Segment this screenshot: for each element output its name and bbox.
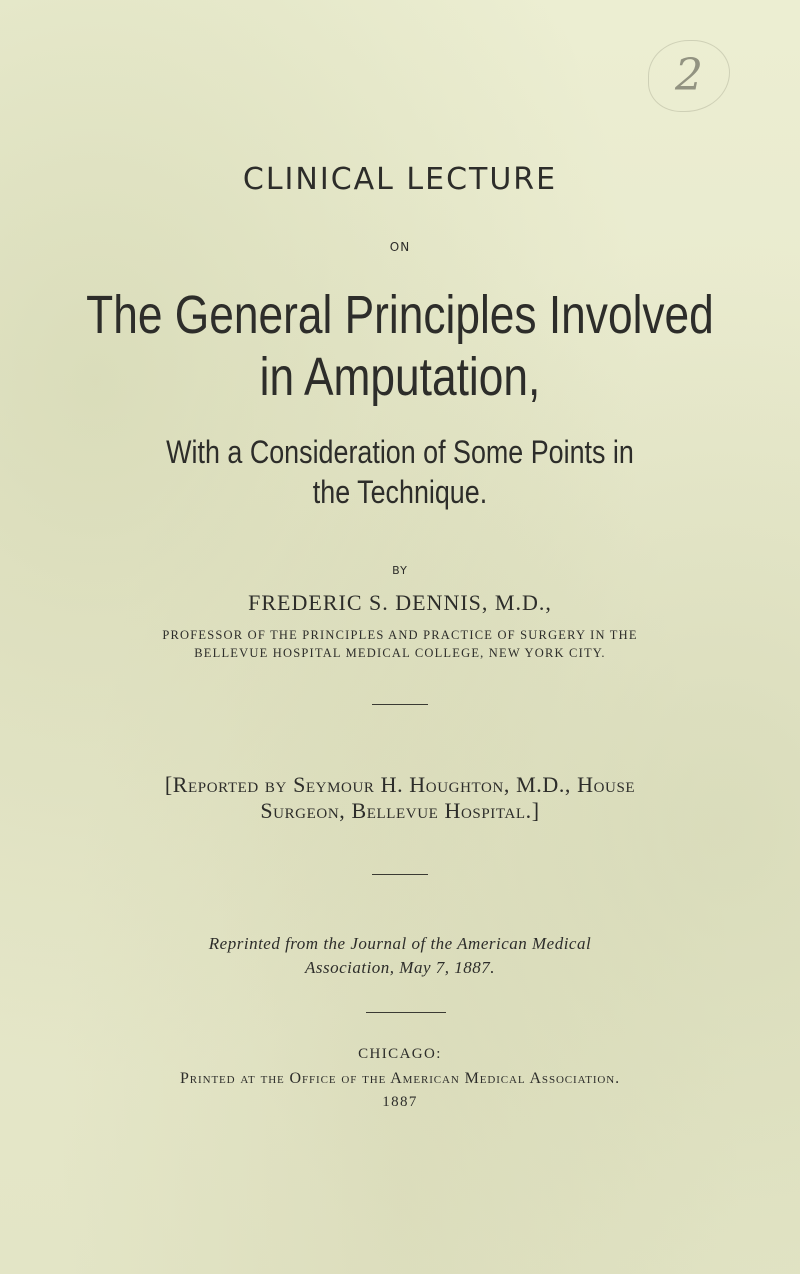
lecture-heading: CLINICAL LECTURE (242, 162, 558, 197)
publication-year: 1887 (382, 1094, 418, 1110)
title-line-2: in Amputation, (259, 347, 541, 407)
handwritten-number-mark: 2 (648, 40, 730, 112)
author-position-line-2: BELLEVUE HOSPITAL MEDICAL COLLEGE, NEW YORK CITY. (194, 646, 606, 660)
subtitle-line-1: With a Consideration of Some Points in (166, 434, 634, 470)
divider-rule-1 (372, 704, 428, 705)
on-label: ON (389, 240, 411, 254)
reprinted-line-2: Association, May 7, 1887. (304, 958, 496, 977)
divider-rule-3 (366, 1012, 446, 1013)
author-name: FREDERIC S. DENNIS, M.D., (248, 590, 552, 615)
reprinted-line-1: Reprinted from the Journal of the American Medical (208, 934, 592, 953)
city-label: CHICAGO: (358, 1046, 442, 1062)
subtitle-line-2: the Technique. (312, 474, 488, 510)
divider-rule-2 (372, 874, 428, 875)
reported-by-line-2: Surgeon, Bellevue Hospital.] (260, 798, 540, 823)
reported-by-line-1: [Reported by Seymour H. Houghton, M.D., House (164, 772, 636, 797)
printed-by: Printed at the Office of the American Medical Association. (180, 1070, 620, 1087)
by-label: BY (392, 564, 408, 577)
author-position-line-1: PROFESSOR OF THE PRINCIPLES AND PRACTICE OF SURGERY IN THE (162, 628, 638, 642)
title-line-1: The General Principles Involved (86, 285, 714, 345)
